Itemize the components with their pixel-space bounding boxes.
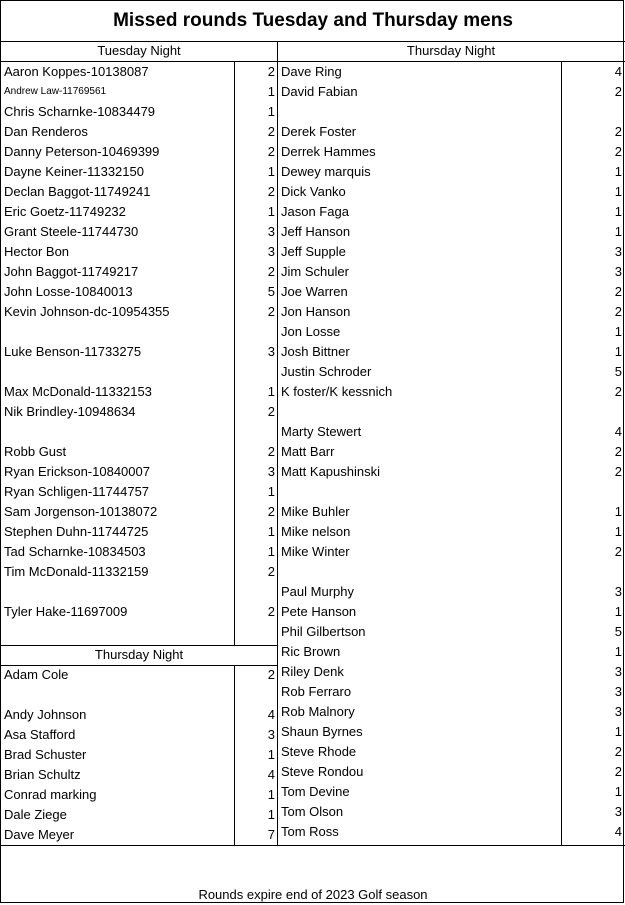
tuesday-missed-rounds-count: 1 [267, 164, 275, 179]
tuesday-player-name: Aaron Koppes-10138087 [4, 64, 149, 79]
center-divider [277, 41, 278, 846]
tuesday-player-name: Eric Goetz-11749232 [4, 204, 126, 219]
thursday-missed-rounds-count: 1 [614, 524, 622, 539]
tuesday-missed-rounds-count [235, 362, 277, 382]
thursday-left-player-name: Brad Schuster [4, 747, 87, 762]
thursday-player-name: Paul Murphy [281, 584, 354, 599]
thursday-player-name [278, 102, 562, 122]
tuesday-missed-rounds-count [235, 322, 277, 342]
tuesday-missed-rounds-count: 2 [267, 264, 275, 279]
tuesday-player-name [1, 422, 235, 442]
thursday-missed-rounds-count: 1 [614, 204, 622, 219]
thursday-missed-rounds-count: 2 [614, 124, 622, 139]
thursday-missed-rounds-count: 2 [614, 384, 622, 399]
thursday-night-header: Thursday Night [406, 43, 496, 58]
thursday-player-name: Derek Foster [281, 124, 357, 139]
sheet-title: Missed rounds Tuesday and Thursday mens [113, 10, 513, 31]
tuesday-missed-rounds-count: 2 [267, 304, 275, 319]
thursday-player-name: Mike nelson [281, 524, 351, 539]
thursday-missed-rounds-count: 5 [614, 624, 622, 639]
tuesday-player-name: Nik Brindley-10948634 [4, 404, 136, 419]
thursday-missed-rounds-count: 3 [614, 584, 622, 599]
tuesday-player-name: Ryan Schligen-11744757 [4, 484, 150, 499]
thursday-left-player-name: Conrad marking [4, 787, 97, 802]
thursday-missed-rounds-count: 1 [614, 324, 622, 339]
tuesday-night-header: Tuesday Night [97, 43, 181, 58]
thursday-left-missed-rounds-count: 1 [267, 807, 275, 822]
tuesday-missed-rounds-count: 1 [267, 544, 275, 559]
tuesday-missed-rounds-count: 2 [267, 444, 275, 459]
tuesday-missed-rounds-count: 2 [267, 604, 275, 619]
thursday-missed-rounds-count: 1 [614, 164, 622, 179]
tuesday-player-name: Kevin Johnson-dc-10954355 [4, 304, 170, 319]
tuesday-missed-rounds-count: 2 [267, 64, 275, 79]
thursday-missed-rounds-count: 2 [614, 444, 622, 459]
tuesday-player-name: John Losse-10840013 [4, 284, 133, 299]
thursday-player-name: Derrek Hammes [281, 144, 376, 159]
thursday-left-player-name: Andy Johnson [4, 707, 87, 722]
tuesday-player-name: John Baggot-11749217 [4, 264, 139, 279]
thursday-player-name: Steve Rondou [281, 764, 364, 779]
expiry-footer: Rounds expire end of 2023 Golf season [198, 887, 428, 902]
thursday-missed-rounds-count: 1 [614, 784, 622, 799]
thursday-player-name: Dick Vanko [281, 184, 346, 199]
tuesday-player-name: Hector Bon [4, 244, 70, 259]
header-bottom-line [1, 61, 625, 62]
thursday-player-name: Rob Ferraro [281, 684, 352, 699]
tuesday-missed-rounds-count: 1 [267, 524, 275, 539]
thursday-missed-rounds-count: 5 [614, 364, 622, 379]
tuesday-missed-rounds-count: 3 [267, 344, 275, 359]
tuesday-missed-rounds-count: 3 [267, 464, 275, 479]
thursday-missed-rounds-count: 1 [614, 504, 622, 519]
thursday-missed-rounds-count: 1 [614, 644, 622, 659]
thursday-player-name: Tom Devine [281, 784, 350, 799]
thursday-missed-rounds-count: 3 [614, 664, 622, 679]
thursday-player-name [278, 402, 562, 422]
thursday-left-missed-rounds-count: 3 [267, 727, 275, 742]
thursday-player-name: Matt Kapushinski [281, 464, 380, 479]
tuesday-missed-rounds-count: 2 [267, 184, 275, 199]
tuesday-missed-rounds-count: 5 [267, 284, 275, 299]
thursday-left-player-name: Asa Stafford [4, 727, 76, 742]
thursday-left-missed-rounds-count: 1 [267, 787, 275, 802]
tuesday-player-name: Tyler Hake-11697009 [4, 604, 128, 619]
thursday-player-name: Mike Winter [281, 544, 350, 559]
thursday-missed-rounds-count: 4 [614, 424, 622, 439]
thursday-player-name: Jeff Hanson [281, 224, 351, 239]
thursday-missed-rounds-count: 3 [614, 704, 622, 719]
tuesday-player-name: Chris Scharnke-10834479 [4, 104, 156, 119]
tuesday-missed-rounds-count: 1 [267, 384, 275, 399]
thursday-missed-rounds-count: 1 [614, 224, 622, 239]
thursday-player-name: Marty Stewert [281, 424, 362, 439]
tuesday-player-name: Sam Jorgenson-10138072 [4, 504, 158, 519]
thursday-missed-rounds-count: 2 [614, 744, 622, 759]
thursday-player-name: Tom Ross [281, 824, 339, 839]
thursday-left-missed-rounds-count: 7 [267, 827, 275, 842]
thursday-left-player-name: Dave Meyer [4, 827, 75, 842]
thursday-player-name: David Fabian [281, 84, 358, 99]
tuesday-player-name: Tim McDonald-11332159 [4, 564, 149, 579]
tuesday-missed-rounds-count [235, 422, 277, 442]
thursday-missed-rounds-count: 2 [614, 464, 622, 479]
thursday-missed-rounds-count: 2 [614, 84, 622, 99]
tuesday-player-name [1, 362, 235, 382]
thursday-missed-rounds-count: 4 [614, 64, 622, 79]
tuesday-player-name: Tad Scharnke-10834503 [4, 544, 146, 559]
thursday-player-name: Pete Hanson [281, 604, 357, 619]
thursday-player-name [278, 562, 562, 582]
thursday-player-name: Steve Rhode [281, 744, 357, 759]
thursday-player-name: Jason Faga [281, 204, 349, 219]
thursday-player-name: Dewey marquis [281, 164, 371, 179]
thursday-player-name: Jon Losse [281, 324, 341, 339]
thursday-player-name: Tom Olson [281, 804, 344, 819]
thursday-left-player-name: Brian Schultz [4, 767, 81, 782]
thursday-missed-rounds-count: 2 [614, 764, 622, 779]
header-top-line [1, 41, 625, 42]
thursday-missed-rounds-count: 1 [614, 184, 622, 199]
tuesday-player-name: Dayne Keiner-11332150 [4, 164, 144, 179]
tuesday-missed-rounds-count: 2 [267, 124, 275, 139]
thursday-left-player-name: Dale Ziege [4, 807, 67, 822]
thursday-missed-rounds-count: 3 [614, 244, 622, 259]
thursday-left-missed-rounds-count [235, 685, 277, 705]
left-count-divider [234, 61, 235, 645]
tuesday-missed-rounds-count: 1 [267, 104, 275, 119]
tuesday-missed-rounds-count: 2 [267, 564, 275, 579]
right-count-divider [561, 61, 562, 846]
thursday-player-name: Riley Denk [281, 664, 344, 679]
subheader-bottom-line [1, 665, 277, 666]
thursday-player-name: Phil Gilbertson [281, 624, 366, 639]
thursday-player-name: K foster/K kessnich [281, 384, 393, 399]
thursday-player-name: Dave Ring [281, 64, 342, 79]
thursday-missed-rounds-count [562, 482, 624, 502]
thursday-missed-rounds-count: 3 [614, 264, 622, 279]
tuesday-player-name: Grant Steele-11744730 [4, 224, 139, 239]
thursday-missed-rounds-count: 1 [614, 344, 622, 359]
tuesday-player-name: Declan Baggot-11749241 [4, 184, 151, 199]
tuesday-player-name: Dan Renderos [4, 124, 88, 139]
thursday-left-missed-rounds-count: 2 [267, 667, 275, 682]
subheader-top-line [1, 645, 277, 646]
tuesday-player-name: Andrew Law-11769561 [4, 86, 107, 97]
tuesday-player-name: Ryan Erickson-10840007 [4, 464, 150, 479]
thursday-missed-rounds-count [562, 562, 624, 582]
thursday-player-name: Jeff Supple [281, 244, 346, 259]
thursday-missed-rounds-count: 1 [614, 604, 622, 619]
tuesday-player-name: Stephen Duhn-11744725 [4, 524, 149, 539]
thursday-missed-rounds-count: 4 [614, 824, 622, 839]
thursday-missed-rounds-count [562, 402, 624, 422]
tuesday-player-name: Danny Peterson-10469399 [4, 144, 160, 159]
left2-count-divider [234, 665, 235, 846]
tuesday-missed-rounds-count: 3 [267, 244, 275, 259]
thursday-player-name: Josh Bittner [281, 344, 350, 359]
thursday-left-missed-rounds-count: 4 [267, 707, 275, 722]
thursday-player-name: Shaun Byrnes [281, 724, 363, 739]
thursday-player-name: Ric Brown [281, 644, 341, 659]
tuesday-missed-rounds-count [235, 582, 277, 602]
thursday-left-player-name [1, 685, 235, 705]
tuesday-missed-rounds-count: 2 [267, 404, 275, 419]
thursday-player-name [278, 482, 562, 502]
thursday-player-name: Jim Schuler [281, 264, 349, 279]
thursday-missed-rounds-count: 3 [614, 684, 622, 699]
tuesday-player-name: Max McDonald-11332153 [4, 384, 152, 399]
tuesday-player-name: Robb Gust [4, 444, 67, 459]
tuesday-missed-rounds-count: 2 [267, 504, 275, 519]
table-bottom-line [1, 845, 625, 846]
tuesday-player-name [1, 582, 235, 602]
tuesday-missed-rounds-count: 2 [267, 144, 275, 159]
thursday-left-missed-rounds-count: 1 [267, 747, 275, 762]
tuesday-missed-rounds-count: 1 [267, 84, 275, 99]
tuesday-missed-rounds-count: 1 [267, 484, 275, 499]
thursday-player-name: Justin Schroder [281, 364, 372, 379]
thursday-missed-rounds-count: 1 [614, 724, 622, 739]
thursday-missed-rounds-count: 2 [614, 304, 622, 319]
tuesday-player-name [1, 322, 235, 342]
thursday-player-name: Mike Buhler [281, 504, 350, 519]
thursday-player-name: Matt Barr [281, 444, 335, 459]
thursday-night-subheader: Thursday Night [94, 647, 184, 662]
thursday-missed-rounds-count [562, 102, 624, 122]
thursday-left-player-name: Adam Cole [4, 667, 69, 682]
thursday-missed-rounds-count: 2 [614, 144, 622, 159]
tuesday-player-name: Luke Benson-11733275 [4, 344, 142, 359]
thursday-missed-rounds-count: 3 [614, 804, 622, 819]
thursday-player-name: Joe Warren [281, 284, 348, 299]
thursday-player-name: Jon Hanson [281, 304, 351, 319]
thursday-player-name: Rob Malnory [281, 704, 355, 719]
thursday-missed-rounds-count: 2 [614, 544, 622, 559]
thursday-left-missed-rounds-count: 4 [267, 767, 275, 782]
tuesday-missed-rounds-count: 1 [267, 204, 275, 219]
thursday-missed-rounds-count: 2 [614, 284, 622, 299]
tuesday-missed-rounds-count: 3 [267, 224, 275, 239]
